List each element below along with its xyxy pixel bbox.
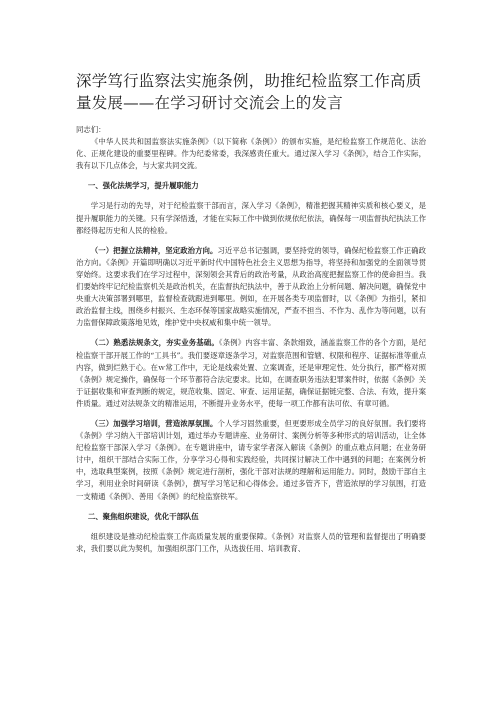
salutation: 同志们： [76, 125, 106, 134]
section1-paragraph-2 [76, 245, 426, 330]
section-heading-2: 二、聚焦组织建设，优化干部队伍 [87, 511, 199, 521]
section1-paragraph-1: 学习是行动的先导，对于纪检监察干部而言，深入学习《条例》，精准把握其精神实质和核心要义，是提升履职能力的关键。只有学深悟透，才能在实际工作中做到依规依纪依法，确保每一项监督执纪执法工作都经得起历史和人民的检验。 [76, 201, 426, 235]
paragraph-lead: （二）熟悉法规条文，夯实业务基础。 [90, 338, 219, 348]
paragraph-text: 习近平总书记强调，要坚持党的领导，确保纪检监察工作正确政治方向。《条例》开篇即明确以习近平新时代中国特色社会主义思想为指导，将坚持和加强党的全面领导贯穿始终。这要求我们在学习过程中，深刻领会其背后的政治考量，从政治高度把握监察工作的使命担当。我们要始终牢记纪检监察机关是政治机关，在监督执纪执法中，善于从政治上分析问题、解决问题，确保党中央重大决策部署到哪里，监督检查就跟进到哪里。例如，在开展各类专项监督时，以《条例》为指引，紧扣政治监督主线，围绕乡村振兴、生态环保等国家战略实施情况，严查不担当、不作为、乱作为等问题，以有力监督保障政策落地见效，维护党中央权威和集中统一领导。 [76, 245, 426, 328]
paragraph-text: 个人学习固然重要，但更要形成全员学习的良好氛围。我们要将《条例》学习纳入干部培训计划，通过举办专题讲座、业务研讨、案例分析等多种形式的培训活动，让全体纪检监察干部深入学习《条例》。在专题讲座中，请专家学者深入解读《条例》的重点难点问题；在业务研讨中，组织干部结合实际工作，分享学习心得和实践经验，共同探讨解决工作中遇到的问题；在案例分析中，选取典型案例，按照《条例》规定进行剖析，强化干部对法规的理解和运用能力。同时，鼓励干部自主学习，利用业余时间研读《条例》，撰写学习笔记和心得体会。通过多管齐下，营造浓厚的学习氛围，打造一支精通《条例》、善用《条例》的纪检监察铁军。 [76, 418, 426, 501]
document-title: 深学笃行监察法实施条例，助推纪检监察工作高质量发展——在学习研讨交流会上的发言 [76, 72, 422, 112]
paragraph-lead: （一）把握立法精神，坚定政治方向。 [90, 245, 218, 255]
document-body [76, 124, 426, 555]
intro-paragraph: 《中华人民共和国监察法实施条例》（以下简称《条例》）的颁布实施，是纪检监察工作规范化、法治化、正规化建设的重要里程碑。作为纪委常委，我深感责任重大。通过深入学习《条例》，结合工作实际，我有以下几点体会，与大家共同交流。 [76, 137, 426, 171]
section-heading-1: 一、强化法规学习，提升履职能力 [87, 181, 199, 191]
paragraph-text: 《条例》内容丰富、条款细致，涵盖监察工作的各个方面，是纪检监察干部开展工作的“工具书”。我们要逐章逐条学习，对监察范围和管辖、权限和程序、证据标准等重点内容，做到烂熟于心。在ｗ常工作中，无论是线索处置、立案调查，还是审理定性、处分执行，都严格对照《条例》规定操作，确保每一个环节都符合法定要求。比如，在调查职务违法犯罪案件时，依据《条例》关于证据收集和审查判断的规定，规范收集、固定、审查、运用证据，确保证据链完整、合法、有效，提升案件质量。通过对法规条文的精准运用，不断提升业务水平，使每一项工作都有法可依、有章可循。 [76, 338, 426, 408]
section2-paragraph-1: 组织建设是推动纪检监察工作高质量发展的重要保障。《条例》对监察人员的管理和监督提出了明确要求，我们要以此为契机，加强组织部门工作，从选拔任用、培训教育、 [76, 531, 426, 553]
section1-paragraph-3 [76, 337, 426, 410]
section1-paragraph-4 [76, 418, 426, 503]
paragraph-lead: （三）加强学习培训，营造浓厚氛围。 [90, 418, 218, 428]
